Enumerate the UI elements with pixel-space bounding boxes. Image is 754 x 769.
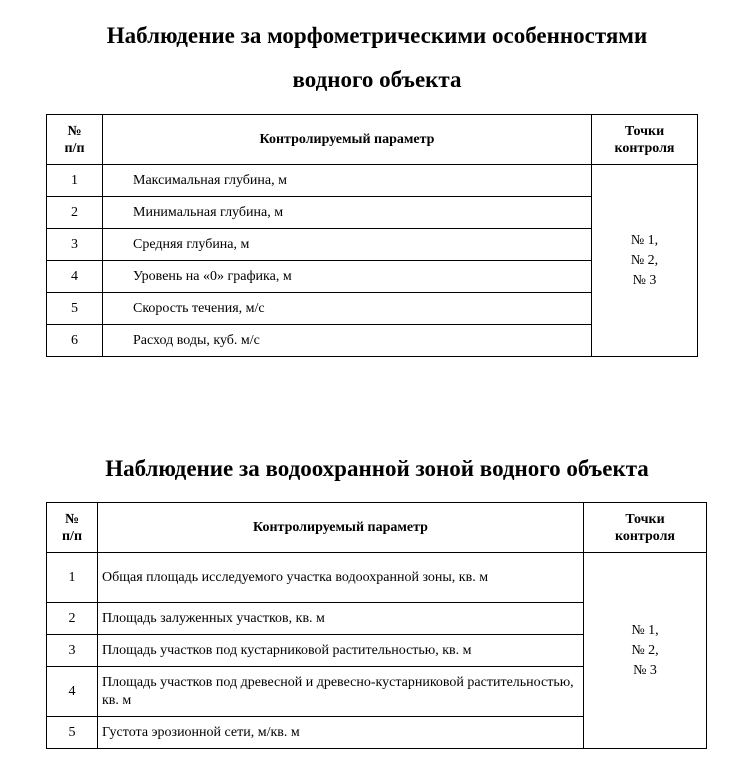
row-num: 5 [47, 293, 103, 325]
control-point-1: № 1, [631, 622, 659, 638]
header-points-line2: контроля [614, 528, 676, 544]
row-param: Площадь залуженных участков, кв. м [98, 603, 584, 635]
row-num: 1 [47, 165, 103, 197]
header-param: Контролируемый параметр [103, 115, 592, 165]
row-num: 6 [47, 325, 103, 357]
header-num-line2: п/п [64, 140, 85, 156]
control-point-3: № 3 [633, 662, 657, 678]
section1-title-line2: водного объекта [292, 67, 462, 92]
row-param: Уровень на «0» графика, м [103, 261, 592, 293]
row-param: Максимальная глубина, м [103, 165, 592, 197]
table-row [47, 165, 698, 197]
row-param: Минимальная глубина, м [103, 197, 592, 229]
header-num-line1: № [64, 511, 80, 527]
header-points-line1: Точки [624, 123, 665, 139]
row-param: Площадь участков под кустарниковой растительностью, кв. м [98, 635, 584, 667]
header-points-line2: контроля [614, 140, 675, 156]
row-param: Густота эрозионной сети, м/кв. м [98, 717, 584, 749]
section1-title-line1: Наблюдение за морфометрическими особенностями [106, 23, 648, 48]
row-param: Площадь участков под древесной и древесно-кустарниковой растительностью, кв. м [98, 667, 584, 717]
header-num [47, 503, 98, 553]
control-point-2: № 2, [631, 642, 659, 658]
row-num: 3 [47, 229, 103, 261]
row-param: Скорость течения, м/с [103, 293, 592, 325]
row-num: 4 [47, 667, 98, 717]
row-num: 2 [47, 197, 103, 229]
header-num [47, 115, 103, 165]
row-num: 5 [47, 717, 98, 749]
header-num-line1: № [67, 123, 82, 139]
header-points [584, 503, 707, 553]
section2-title: Наблюдение за водоохранной зоной водного объекта [105, 456, 649, 481]
row-num: 3 [47, 635, 98, 667]
control-points-cell [592, 165, 698, 357]
row-num: 4 [47, 261, 103, 293]
table-header-row [47, 115, 698, 165]
header-points [592, 115, 698, 165]
control-points-cell [584, 553, 707, 749]
water-protection-zone-table [46, 502, 707, 749]
control-point-1: № 1, [630, 232, 659, 248]
table-row [47, 553, 707, 603]
row-num: 1 [47, 553, 98, 603]
morphometric-table [46, 114, 698, 357]
row-param: Средняя глубина, м [103, 229, 592, 261]
row-param: Расход воды, куб. м/с [103, 325, 592, 357]
control-point-3: № 3 [632, 272, 657, 288]
header-param: Контролируемый параметр [98, 503, 584, 553]
header-points-line1: Точки [625, 511, 665, 527]
table-header-row [47, 503, 707, 553]
control-point-2: № 2, [630, 252, 659, 268]
row-num: 2 [47, 603, 98, 635]
row-param: Общая площадь исследуемого участка водоохранной зоны, кв. м [98, 553, 584, 603]
header-num-line2: п/п [61, 528, 83, 544]
